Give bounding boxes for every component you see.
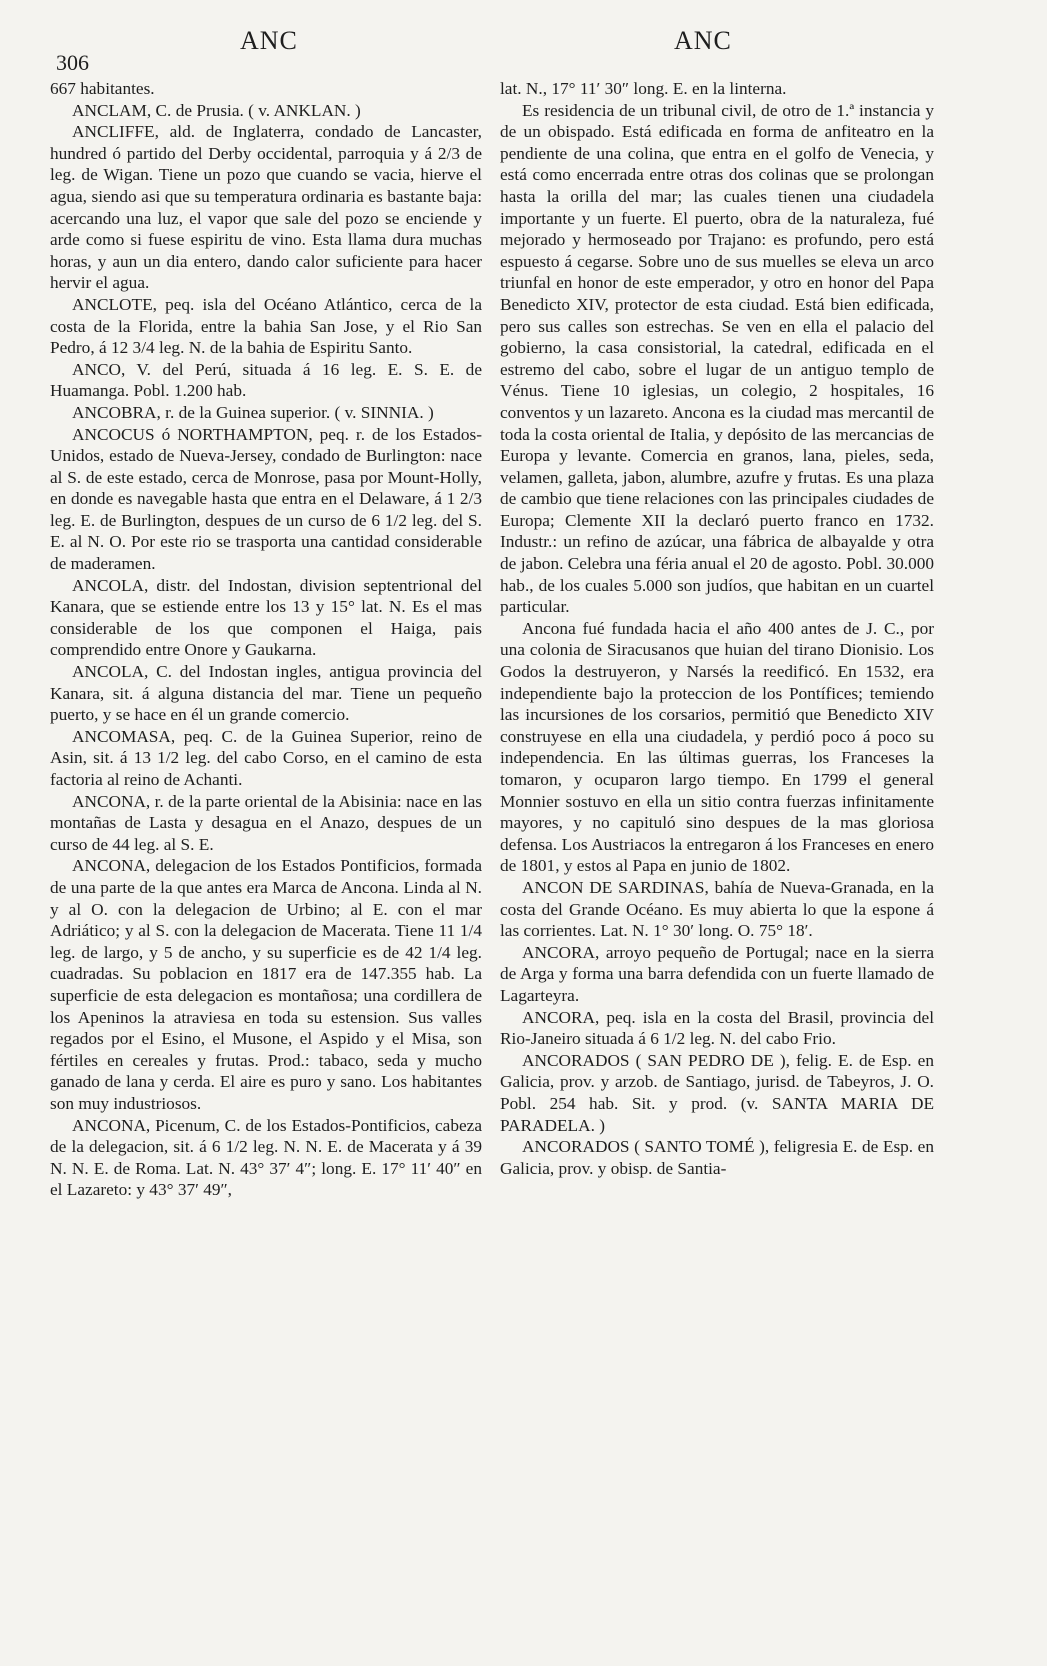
entry-ancona-city: ANCONA, Picenum, C. de los Estados-Pontificios, cabeza de la delegacion, sit. á 6 1/2 leg. N. N. E. de Macerata y á 39 N. N. E. de Roma. Lat. N. 43° 37′ 4″; long. E. 17° 11′ 40″ en el Lazareto: y 43° 37′ 49″, [50, 1115, 482, 1200]
entry-ancorados-san-pedro: ANCORADOS ( SAN PEDRO DE ), felig. E. de Esp. en Galicia, prov. y arzob. de Santiago, jurisd. de Tabeyros, J. O. Pobl. 254 hab. Sit. y prod. (v. SANTA MARIA DE PARADELA. ) [500, 1050, 934, 1135]
entry-ancorados-santo-tome: ANCORADOS ( SANTO TOMÉ ), feligresia E. de Esp. en Galicia, prov. y obisp. de Santia- [500, 1137, 934, 1178]
running-head-right: ANC [674, 26, 732, 55]
entry-anco: ANCO, V. del Perú, situada á 16 leg. E. S. E. de Huamanga. Pobl. 1.200 hab. [50, 359, 482, 401]
left-column [50, 78, 482, 1201]
entry-ancola-district: ANCOLA, distr. del Indostan, division septentrional del Kanara, que se estiende entre los 13 y 15° lat. N. Es el mas considerable de los que componen el Haiga, pais comprendido entre Onore y Gaukarna. [50, 575, 482, 660]
entry-ancobra: ANCOBRA, r. de la Guinea superior. ( v. SINNIA. ) [72, 402, 434, 422]
entry-anclam: ANCLAM, C. de Prusia. ( v. ANKLAN. ) [72, 100, 361, 120]
entry-ancon-de-sardinas: ANCON DE SARDINAS, bahía de Nueva-Granada, en la costa del Grande Océano. Es muy abierta lo que la espone á las corrientes. Lat. N. 1° 30′ long. O. 75° 18′. [500, 877, 934, 941]
page-number: 306 [56, 50, 89, 75]
entry-ancona-delegation: ANCONA, delegacion de los Estados Pontificios, formada de una parte de la que antes era Marca de Ancona. Linda al N. y al O. con la delegacion de Urbino; al E. con el mar Adriático; y al S. con la delegacion de Macerata. Tiene 11 1/4 leg. de largo, y 5 de ancho, y su superficie es de 42 1/4 leg. cuadradas. Su poblacion en 1817 era de 147.355 hab. La superficie de esta delegacion es montañosa; una cordillera de los Apeninos la atraviesa en toda su estension. Sus valles regados por el Esino, el Musone, el Aspido y el Misa, son fértiles en cereales y frutas. Prod.: tabaco, seda y mucho ganado de lana y cerda. El aire es puro y sano. Los habitantes son muy industriosos. [50, 856, 482, 1113]
entry-ancomasa: ANCOMASA, peq. C. de la Guinea Superior, reino de Asin, sit. á 13 1/2 leg. del cabo Corso, en el camino de esta factoria al reino de Achanti. [50, 726, 482, 789]
running-head-left: ANC [240, 26, 298, 55]
entry-continuation: 667 habitantes. [50, 79, 155, 98]
entry-ancola-city: ANCOLA, C. del Indostan ingles, antigua provincia del Kanara, sit. á alguna distancia del mar. Tiene un pequeño puerto, y se hace en él un grande comercio. [50, 662, 482, 725]
entry-anclote: ANCLOTE, peq. isla del Océano Atlántico, cerca de la costa de la Florida, entre la bahia San Jose, y el Rio San Pedro, á 12 3/4 leg. N. de la bahia de Espiritu Santo. [50, 294, 482, 358]
entry-ancocus: ANCOCUS ó NORTHAMPTON, peq. r. de los Estados-Unidos, estado de Nueva-Jersey, condado de Burlington: nace al S. de este estado, cerca de Monrose, pasa por Mount-Holly, en donde es navegable hasta que entra en el Delaware, á 1 2/3 leg. E. de Burlington, despues de un curso de 6 1/2 leg. del S. E. al N. O. Por este rio se trasporta una cantidad considerable de maderamen. [50, 424, 482, 574]
entry-ancona-river: ANCONA, r. de la parte oriental de la Abisinia: nace en las montañas de Lasta y desagua en el Anazo, despues de un curso de 44 leg. al S. E. [50, 791, 482, 854]
entry-ancona-description: Es residencia de un tribunal civil, de otro de 1.ª instancia y de un obispado. Está edificada en forma de anfiteatro en la pendiente de una colina, que entra en el golfo de Venecia, y está como encerrada entre otras dos colinas que se prolongan hasta la orilla del mar; las cuales tienen una ciudadela importante y un fuerte. El puerto, obra de la naturaleza, fué mejorado y hermoseado por Trajano: es profundo, pero está espuesto á cegarse. Sobre uno de sus muelles se eleva un arco triunfal en honor de este emperador, y otro en honor del Papa Benedicto XIV, protector de esta ciudad. Está bien edificada, pero sus calles son estrechas. Se ven en ella el palacio del gobierno, la casa consistorial, la catedral, edificada en el estremo del cabo, sobre el lugar de un antiguo templo de Vénus. Tiene 10 iglesias, un colegio, 2 hospitales, 16 conventos y un lazareto. Ancona es la ciudad mas mercantil de toda la costa oriental de Italia, y depósito de las mercancias de Europa y levante. Comercia en granos, lana, pieles, seda, velamen, galleta, jabon, alumbre, azufre y frutas. Es una plaza de cambio que tiene relaciones con las principales ciudades de Europa; Clemente XII la declaró puerto franco en 1732. Industr.: un refino de azúcar, una fábrica de albayalde y otra de jabon. Celebra una féria anual el 20 de agosto. Pobl. 30.000 hab., de los cuales 5.000 son judíos, que habitan en un cuartel particular. [500, 100, 934, 617]
entry-ancliffe: ANCLIFFE, ald. de Inglaterra, condado de Lancaster, hundred ó partido del Derby occidental, parroquia y á 2/3 de leg. de Wigan. Tiene un pozo que cuando se vacia, hierve el agua, siendo asi que su temperatura ordinaria es bastante baja: acercando una luz, el vapor que sale del pozo se enciende y arde como si fuese espiritu de vino. Esta llama dura muchas horas, y aun un dia entero, dando calor suficiente para hacer hervir el agua. [50, 122, 482, 293]
entry-continuation: lat. N., 17° 11′ 30″ long. E. en la linterna. [500, 79, 787, 98]
entry-ancona-history: Ancona fué fundada hacia el año 400 antes de J. C., por una colonia de Siracusanos que huian del tirano Dionisio. Los Godos la destruyeron, y Narsés la reedificó. En 1532, era independiente bajo la proteccion de los Pontífices; temiendo las incursiones de los corsarios, permitió que Benedicto XIV construyese en ella una ciudadela, y perdió poco á poco su independencia. En las últimas guerras, los Franceses la tomaron, y ocuparon largo tiempo. En 1799 el general Monnier sostuvo en ella un sitio contra fuerzas infinitamente mayores, y no capituló sino despues de la mas gloriosa defensa. Los Austriacos la entregaron á los Franceses en enero de 1801, y estos al Papa en junio de 1802. [500, 618, 934, 876]
right-column [500, 78, 934, 1179]
entry-ancora-isla: ANCORA, peq. isla en la costa del Brasil, provincia del Rio-Janeiro situada á 6 1/2 leg. N. del cabo Frio. [500, 1007, 934, 1049]
entry-ancora-arroyo: ANCORA, arroyo pequeño de Portugal; nace en la sierra de Arga y forma una barra defendida con un fuerte llamado de Lagarteyra. [500, 942, 934, 1005]
